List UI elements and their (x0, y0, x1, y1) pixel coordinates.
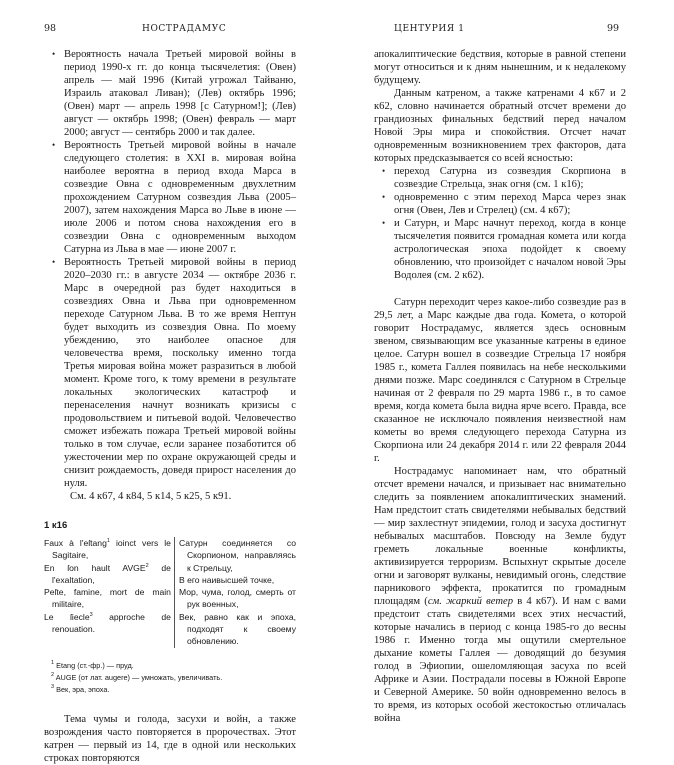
war-probability-list (44, 48, 296, 490)
running-head: НОСТРАДАМУС (142, 24, 227, 34)
list-item: • и Сатурн, и Марс начнут переход, когда в конце тысячелетия появится громадная комета или когда астрологическая эпоха подойдет к своему обновлению, что произойдет с началом новой Эры Водолея (см. 2 к62). (374, 217, 626, 282)
right-page-body (374, 48, 626, 725)
running-head: ЦЕНТУРИЯ 1 (394, 24, 465, 34)
quatrain-line: Peſte, famine, mort de main militaire, (44, 587, 171, 610)
quatrain-line: Faux à l'eſtang$^1$ ioinct vers le Sagitaire, (44, 538, 171, 561)
see-also-references: См. 4 к67, 4 к84, 5 к14, 5 к25, 5 к91. (70, 491, 232, 502)
page-number: 98 (44, 23, 57, 34)
quatrain-line: В его наивысшей точке, (178, 574, 275, 585)
paragraph: Данным катреном, а также катренами 4 к67 и 2 к62, словно начинается обратный отсчет времени до грандиозных финальных бедствий перед началом Новой Эры мира и спокойствия. Отсчет начат одновременным возникновением трех факторов, дата которых предсказывается со всей ясностью: (374, 88, 626, 164)
quatrain-line: Мор, чума, голод, смерть от рук военных, (178, 587, 296, 610)
quatrain-line: En ſon hault AVGE$^2$ de l'exaltation, (44, 562, 171, 585)
quatrain-line: Le ſiecle$^3$ approche de renouation. (44, 611, 171, 635)
left-page-body (44, 48, 296, 765)
footnotes (44, 660, 296, 696)
paragraph: Сатурн переходит через какое-либо созвездие раз в 29,5 лет, а Марс каждые два года. Комета, о которой говорит Нострадамус, является здесь основным звеном, связывающим все указанные катрены в единое целое. Сатурн вошел в созвездие Стрельца 17 ноября 1985 г., комета Галлея появилась на небе несколькими днями позже. Марс соединялся с Сатурном в Стрельце начиная от 2 февраля по 29 марта 1986 г., в то самое время, когда комета была видна ярче всего. Правда, все сказанное не исключало появления неизвестной нам кометы во время следующего перехода Сатурна из Скорпиона или 24 декабря 2014 г. или 22 февраля 2044 г. (374, 297, 626, 464)
footnote: $^3$ Век, эра, эпоха. (51, 683, 110, 694)
left-page (0, 0, 337, 764)
closing-paragraph: Тема чумы и голода, засухи и войн, а также возрождения часто повторяется в пророчествах. Этот катрен — первый из 14, где в одной или нескольких строках повторяются (44, 713, 296, 764)
quatrain-french (44, 537, 171, 648)
list-item: • Вероятность Третьей мировой войны в период 2020–2030 гг.: в августе 2034 — октябре 2036 г. Марс в очередной раз будет находиться в созвездиях Овна и Льва при одновременном переходе Сатурном Льва. В то же время Нептун будет выходить из созвездия Овна. По моему убеждению, это наиболее опасное для человечества время, поскольку именно тогда Третья мировая война может разразиться в любой момент. Кроме того, к тому времени в результате локальных экологических катастроф и перенаселения начнут возникать кризисы с продовольствием и питьевой водой. Человечество сможет избежать пожара Третьей мировой войны только в том случае, если заранее позаботится об ужесточении мер по охране окружающей среды и снизит рождаемость, доведя прирост населения до нуля. (44, 256, 296, 490)
quatrain (44, 537, 296, 648)
quatrain-line: Век, равно как и эпоха, подходят к своему обновлению. (178, 611, 296, 647)
quatrain-russian (174, 537, 296, 648)
paragraph: Нострадамус напоминает нам, что обратный отсчет времени начался, и призывает нас внимательно следить за появлением апокалиптических знамений. Нам предстоит стать свидетелями небывалых бедствий — мир захлестнут эпидемии, голод и засуха достигнут небывалых масштабов. Повсюду на Земле будут греметь локальные военные конфликты, активизируется терроризм. Вспыхнут скрытые доселе огни и заговорят вулканы, невидимый огонь, следствие парникового эффекта, прокатится по громадным площадям (см. жаркий ветер в 4 к67). И нам с вами предстоит стать свидетелями всех этих несчастий, которые начались в период с конца 1985-го до весны 1986 г. Именно тогда мы ощутили смертельное дыхание кометы Галлея — доводящий до безумия голод в Эфиопии, ошеломляющая засуха по всей Африке и Азии. Пострадали посевы в Южной Европе и Северной Америке. 50 войн одновременно велось в то время, из которых особой жестокостью отличалась война (374, 466, 626, 724)
list-item: • Вероятность Третьей мировой войны в начале следующего столетия: в XXI в. мировая война наиболее вероятна в период входа Марса в созвездие Овна с одновременным двухлетним прохождением Сатурном созвездия Льва (2005–2007), затем нахождения Марса во Льве в июне — июле 2006 и потом снова нахождения его в созвездии Овна с одновременным выходом Сатурна из Льва в мае — июне 2007 г. (44, 139, 296, 256)
list-item: • переход Сатурна из созвездия Скорпиона в созвездие Стрельца, знак огня (см. 1 к16); (374, 165, 626, 191)
quatrain-line: Сатурн соединяется со Скорпионом, направляясь к Стрельцу, (178, 538, 296, 573)
page-number: 99 (607, 23, 620, 34)
list-item: • Вероятность начала Третьей мировой войны в период 1990-х гг. до конца тысячелетия: (Овен) апрель — май 1996 (Китай угрожал Тайваню, Израиль атаковал Ливан); (Лев) октябрь 1996; (Овен) март — апрель 1998 [с Сатурном!]; (Лев) август — октябрь 1998; (Овен) февраль — март 2000; август — сентябрь 2000 и так далее. (44, 48, 296, 139)
paragraph: апокалиптические бедствия, которые в равной степени могут относиться и к дням нынешним, и к недалекому будущему. (374, 49, 626, 86)
right-page (337, 0, 674, 724)
footnote: $^1$ Etang (ст.-фр.) — пруд. (51, 659, 134, 670)
footnote: $^2$ AUGE (от лат. augere) — умножать, увеличивать. (51, 671, 223, 682)
list-item: • одновременно с этим переход Марса через знак огня (Овен, Лев и Стрелец) (см. 4 к67); (374, 191, 626, 217)
quatrain-heading: 1 к16 (44, 520, 68, 531)
factors-list (374, 165, 626, 282)
italic-reference: см. жаркий ветер (427, 596, 513, 607)
